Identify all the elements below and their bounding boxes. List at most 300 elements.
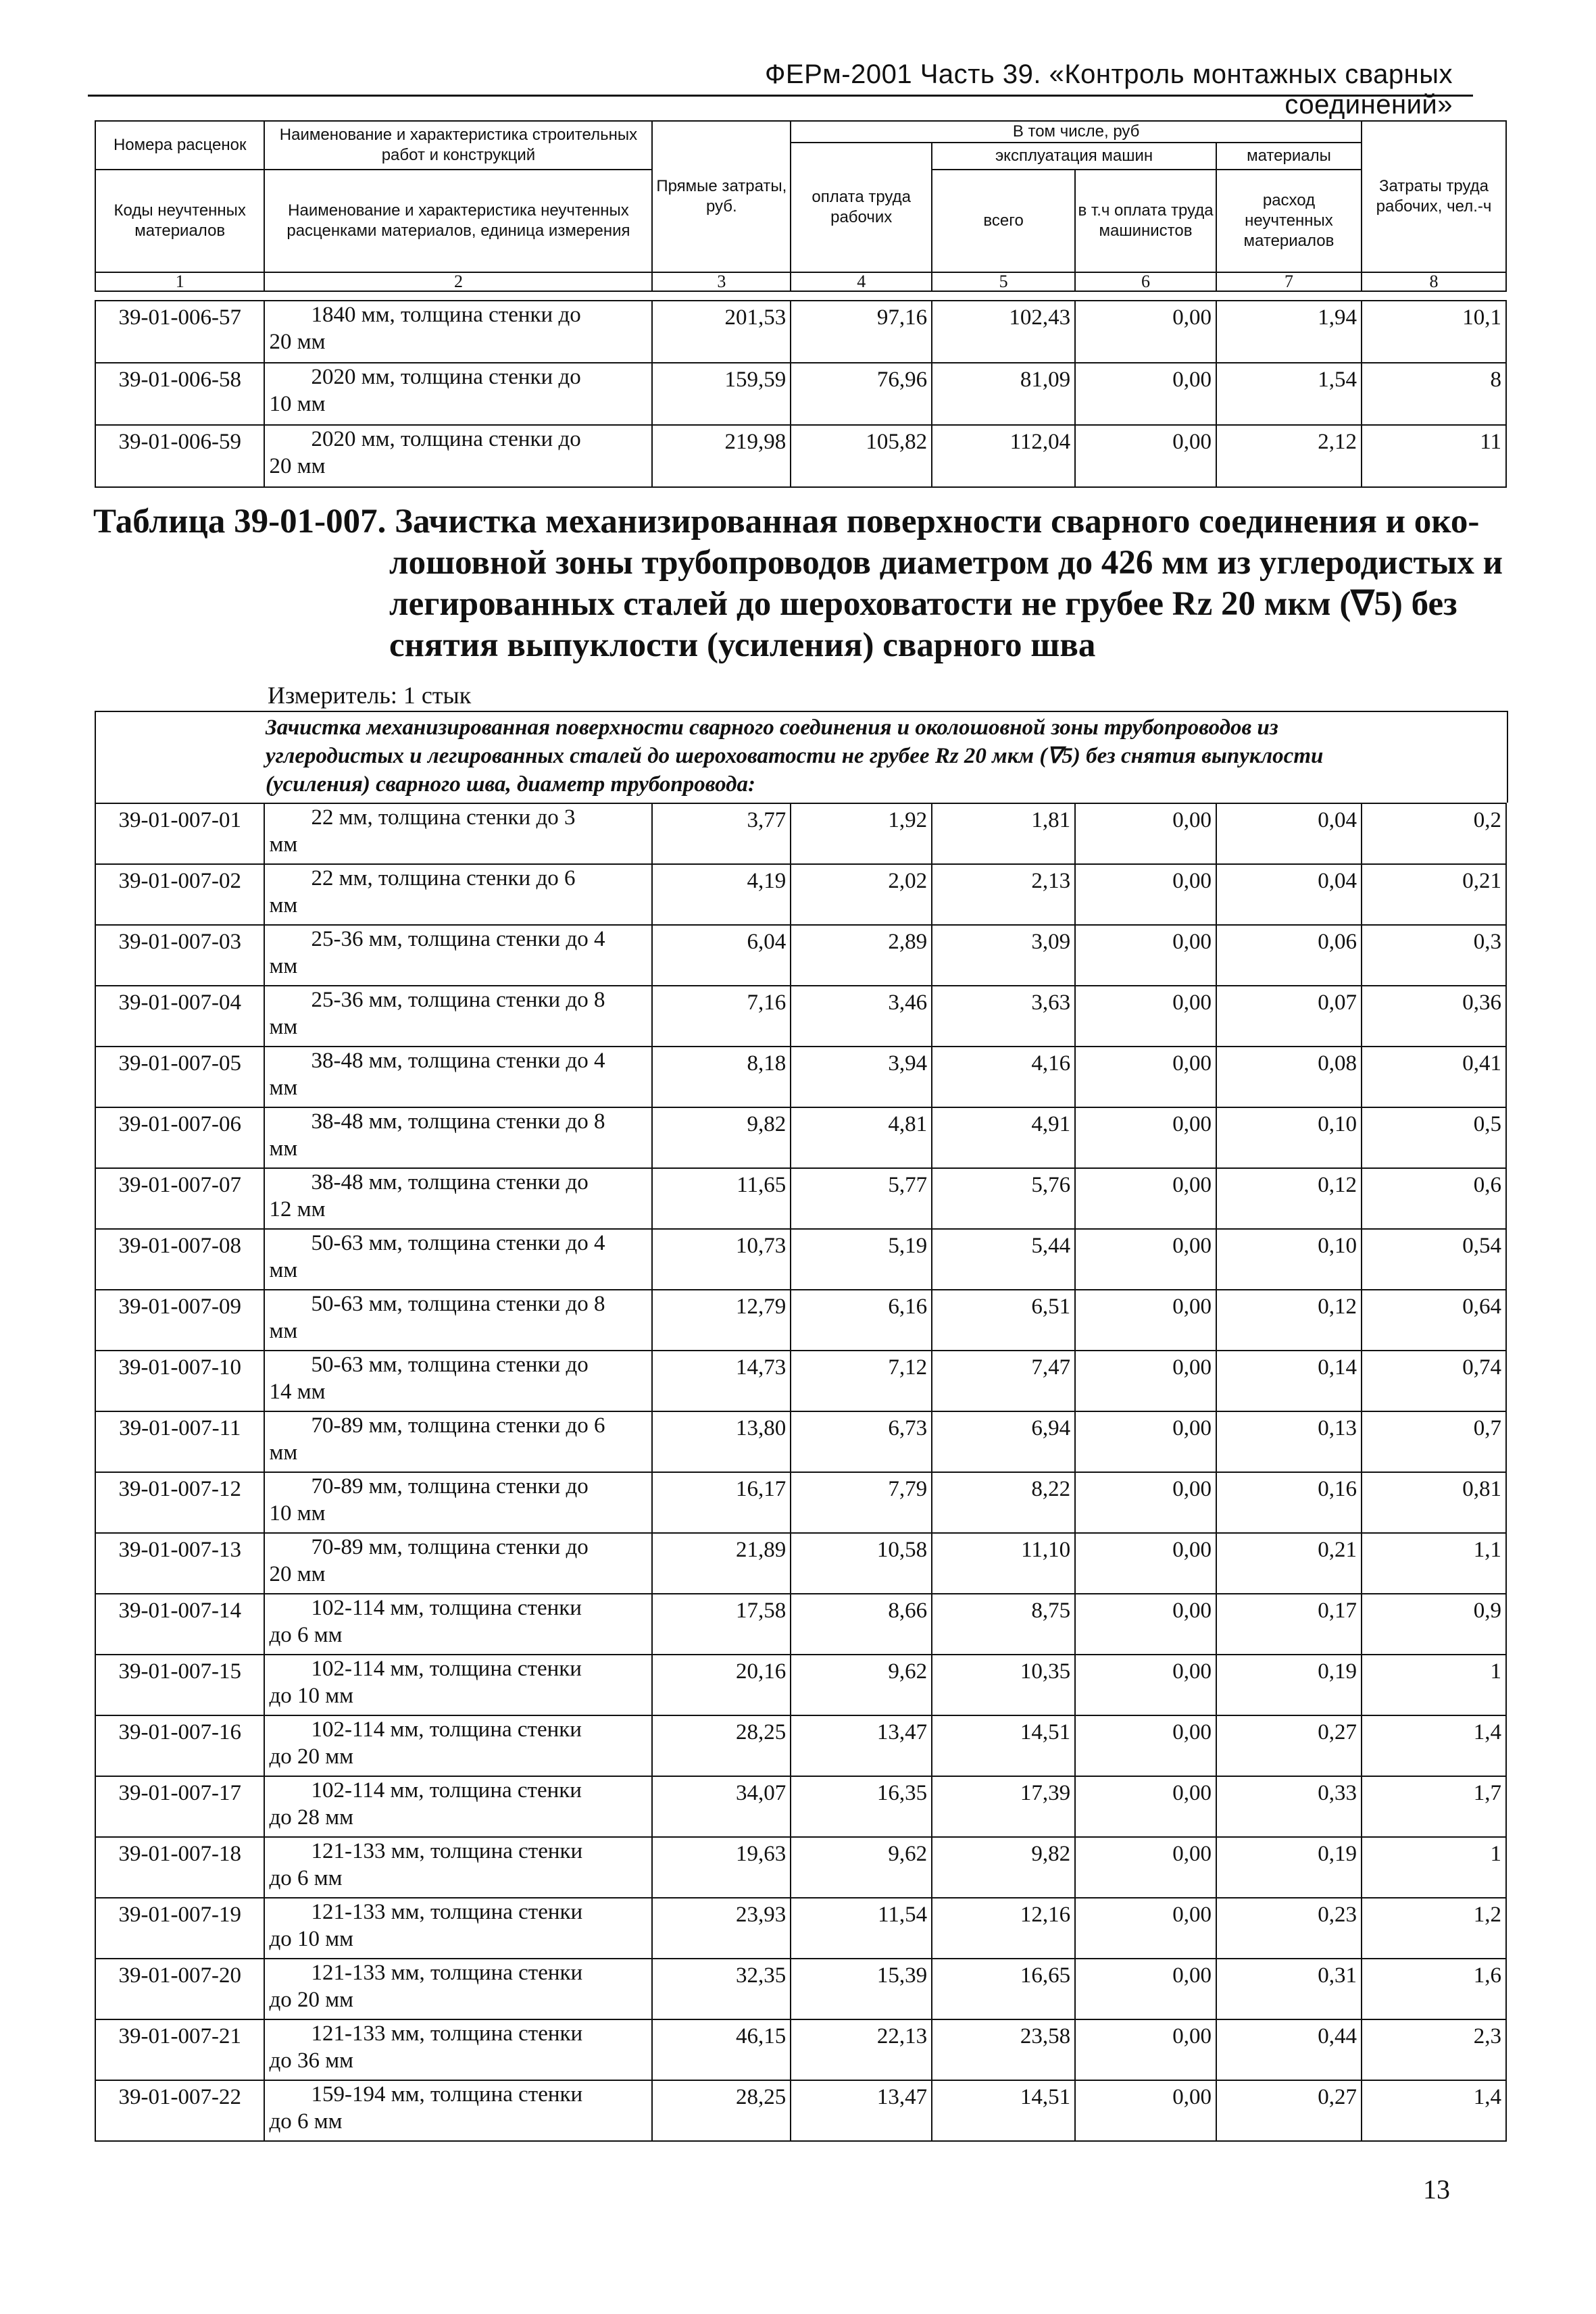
work-name-line: 1840 мм, толщина стенки до	[311, 303, 581, 327]
materials-cell: 0,04	[1216, 803, 1362, 864]
group-description-line: (усиления) сварного шва, диаметр трубопровода:	[266, 772, 756, 797]
work-name-line: 50-63 мм, толщина стенки до 8	[311, 1292, 605, 1316]
header-material-codes: Коды неучтенных материалов	[95, 170, 264, 272]
materials-cell: 1,94	[1216, 301, 1362, 363]
work-name-line: 20 мм	[269, 330, 326, 354]
materials-cell: 0,07	[1216, 986, 1362, 1047]
labor-pay-cell: 6,16	[791, 1290, 932, 1351]
rate-code: 39-01-007-06	[95, 1107, 264, 1168]
header-direct-costs: Прямые затраты, руб.	[652, 121, 791, 272]
labor-pay-cell: 8,66	[791, 1594, 932, 1655]
labor-costs-cell: 1	[1362, 1655, 1506, 1715]
column-number: 1	[95, 272, 264, 291]
rate-code: 39-01-006-59	[95, 425, 264, 487]
materials-cell: 0,10	[1216, 1107, 1362, 1168]
table-row	[95, 1776, 1506, 1837]
labor-costs-cell: 2,3	[1362, 2019, 1506, 2080]
labor-pay-cell: 22,13	[791, 2019, 932, 2080]
table-row	[95, 1837, 1506, 1898]
rate-code: 39-01-007-05	[95, 1047, 264, 1107]
work-name-cell	[264, 1351, 652, 1411]
direct-costs-cell: 11,65	[652, 1168, 791, 1229]
labor-pay-cell: 15,39	[791, 1959, 932, 2019]
work-name-cell	[264, 1107, 652, 1168]
labor-pay-cell: 7,12	[791, 1351, 932, 1411]
table-row	[95, 1715, 1506, 1776]
materials-cell: 0,33	[1216, 1776, 1362, 1837]
machines-total-cell: 9,82	[932, 1837, 1075, 1898]
machines-total-cell: 6,94	[932, 1411, 1075, 1472]
table-row	[95, 986, 1506, 1047]
labor-costs-cell: 1,2	[1362, 1898, 1506, 1959]
machinist-pay-cell: 0,00	[1075, 1107, 1216, 1168]
table-row	[95, 1168, 1506, 1229]
rate-code: 39-01-007-20	[95, 1959, 264, 2019]
labor-costs-cell: 1,4	[1362, 2080, 1506, 2141]
materials-cell: 0,44	[1216, 2019, 1362, 2080]
machinist-pay-cell: 0,00	[1075, 1411, 1216, 1472]
machinist-pay-cell: 0,00	[1075, 1047, 1216, 1107]
table-row	[95, 1898, 1506, 1959]
work-name-cell	[264, 1229, 652, 1290]
table-row	[95, 1655, 1506, 1715]
labor-costs-cell: 1,6	[1362, 1959, 1506, 2019]
labor-costs-cell: 1,4	[1362, 1715, 1506, 1776]
direct-costs-cell: 9,82	[652, 1107, 791, 1168]
machinist-pay-cell: 0,00	[1075, 1959, 1216, 2019]
work-name-line: 102-114 мм, толщина стенки	[311, 1778, 582, 1803]
work-name-line: 50-63 мм, толщина стенки до	[311, 1353, 589, 1377]
labor-pay-cell: 11,54	[791, 1898, 932, 1959]
work-name-line: 102-114 мм, толщина стенки	[311, 1657, 582, 1681]
work-name-cell	[264, 363, 652, 425]
materials-cell: 0,14	[1216, 1351, 1362, 1411]
table-row	[95, 363, 1506, 425]
running-header: ФЕРм-2001 Часть 39. «Контроль монтажных сварных соединений»	[765, 59, 1453, 120]
table-row	[95, 1594, 1506, 1655]
labor-costs-cell: 0,2	[1362, 803, 1506, 864]
work-name-cell	[264, 986, 652, 1047]
table-row	[95, 925, 1506, 986]
table-row	[95, 301, 1506, 363]
machinist-pay-cell: 0,00	[1075, 1290, 1216, 1351]
header-materials-consumption: расход неучтенных материалов	[1216, 170, 1362, 272]
rate-code: 39-01-007-03	[95, 925, 264, 986]
previous-table-rows	[95, 300, 1507, 488]
work-name-line: 121-133 мм, толщина стенки	[311, 2021, 583, 2046]
machinist-pay-cell: 0,00	[1075, 864, 1216, 925]
materials-cell: 1,54	[1216, 363, 1362, 425]
labor-pay-cell: 13,47	[791, 2080, 932, 2141]
machinist-pay-cell: 0,00	[1075, 1351, 1216, 1411]
header-including-rub: В том числе, руб	[791, 121, 1362, 143]
materials-cell: 0,31	[1216, 1959, 1362, 2019]
labor-pay-cell: 9,62	[791, 1655, 932, 1715]
labor-costs-cell: 1	[1362, 1837, 1506, 1898]
header-rule	[88, 95, 1473, 97]
work-name-line: 121-133 мм, толщина стенки	[311, 1961, 583, 1985]
work-name-line: 25-36 мм, толщина стенки до 8	[311, 988, 605, 1012]
materials-cell: 0,04	[1216, 864, 1362, 925]
rate-code: 39-01-006-57	[95, 301, 264, 363]
work-name-line: 22 мм, толщина стенки до 3	[311, 805, 576, 830]
work-name-line: до 6 мм	[269, 2109, 343, 2134]
work-name-cell	[264, 1411, 652, 1472]
labor-pay-cell: 10,58	[791, 1533, 932, 1594]
materials-cell: 0,19	[1216, 1837, 1362, 1898]
rate-code: 39-01-007-08	[95, 1229, 264, 1290]
table-row	[95, 1229, 1506, 1290]
materials-cell: 0,27	[1216, 1715, 1362, 1776]
header-total: всего	[932, 170, 1075, 272]
labor-costs-cell: 0,7	[1362, 1411, 1506, 1472]
direct-costs-cell: 13,80	[652, 1411, 791, 1472]
machines-total-cell: 102,43	[932, 301, 1075, 363]
machines-total-cell: 14,51	[932, 2080, 1075, 2141]
machines-total-cell: 81,09	[932, 363, 1075, 425]
machinist-pay-cell: 0,00	[1075, 925, 1216, 986]
rate-code: 39-01-007-16	[95, 1715, 264, 1776]
machines-total-cell: 2,13	[932, 864, 1075, 925]
materials-cell: 0,10	[1216, 1229, 1362, 1290]
labor-pay-cell: 5,77	[791, 1168, 932, 1229]
materials-cell: 0,13	[1216, 1411, 1362, 1472]
work-name-line: 10 мм	[269, 1501, 326, 1526]
work-name-line: до 28 мм	[269, 1805, 354, 1830]
labor-pay-cell: 3,94	[791, 1047, 932, 1107]
table-row	[95, 803, 1506, 864]
labor-costs-cell: 1,1	[1362, 1533, 1506, 1594]
direct-costs-cell: 21,89	[652, 1533, 791, 1594]
labor-costs-cell: 0,64	[1362, 1290, 1506, 1351]
work-name-line: 20 мм	[269, 454, 326, 478]
table-title-line: Таблица 39-01-007. Зачистка механизированная поверхности сварного соединения и око-	[93, 503, 1480, 540]
column-number: 2	[264, 272, 652, 291]
machines-total-cell: 7,47	[932, 1351, 1075, 1411]
materials-cell: 0,12	[1216, 1290, 1362, 1351]
rate-code: 39-01-007-04	[95, 986, 264, 1047]
work-name-cell	[264, 864, 652, 925]
direct-costs-cell: 28,25	[652, 1715, 791, 1776]
labor-costs-cell: 0,9	[1362, 1594, 1506, 1655]
table-title	[93, 501, 1512, 666]
machines-total-cell: 17,39	[932, 1776, 1075, 1837]
labor-costs-cell: 10,1	[1362, 301, 1506, 363]
group-description	[266, 713, 1502, 799]
work-name-line: 22 мм, толщина стенки до 6	[311, 866, 576, 890]
work-name-line: мм	[269, 832, 298, 857]
work-name-line: мм	[269, 1440, 298, 1465]
work-name-cell	[264, 1047, 652, 1107]
materials-cell: 0,16	[1216, 1472, 1362, 1533]
machinist-pay-cell: 0,00	[1075, 1533, 1216, 1594]
materials-cell: 2,12	[1216, 425, 1362, 487]
labor-costs-cell: 0,41	[1362, 1047, 1506, 1107]
rate-code: 39-01-007-10	[95, 1351, 264, 1411]
materials-cell: 0,23	[1216, 1898, 1362, 1959]
work-name-line: до 36 мм	[269, 2048, 354, 2073]
machinist-pay-cell: 0,00	[1075, 1594, 1216, 1655]
rate-code: 39-01-007-02	[95, 864, 264, 925]
labor-pay-cell: 7,79	[791, 1472, 932, 1533]
labor-costs-cell: 0,5	[1362, 1107, 1506, 1168]
work-name-line: 70-89 мм, толщина стенки до 6	[311, 1413, 605, 1438]
table-title-line: лошовной зоны трубопроводов диаметром до 426 мм из углеродистых и	[389, 544, 1503, 582]
work-name-cell	[264, 1594, 652, 1655]
labor-pay-cell: 9,62	[791, 1837, 932, 1898]
work-name-line: до 20 мм	[269, 1988, 354, 2012]
table-row	[95, 1107, 1506, 1168]
machinist-pay-cell: 0,00	[1075, 2080, 1216, 2141]
labor-costs-cell: 0,74	[1362, 1351, 1506, 1411]
rates-table	[95, 803, 1507, 2142]
direct-costs-cell: 28,25	[652, 2080, 791, 2141]
machinist-pay-cell: 0,00	[1075, 425, 1216, 487]
direct-costs-cell: 3,77	[652, 803, 791, 864]
work-name-line: 20 мм	[269, 1562, 326, 1586]
direct-costs-cell: 34,07	[652, 1776, 791, 1837]
machinist-pay-cell: 0,00	[1075, 1898, 1216, 1959]
table-row	[95, 1959, 1506, 2019]
table-row	[95, 1472, 1506, 1533]
machinist-pay-cell: 0,00	[1075, 1776, 1216, 1837]
work-name-line: 2020 мм, толщина стенки до	[311, 427, 581, 451]
column-number: 5	[932, 272, 1075, 291]
work-name-cell	[264, 1472, 652, 1533]
work-name-line: 159-194 мм, толщина стенки	[311, 2082, 583, 2107]
labor-pay-cell: 2,89	[791, 925, 932, 986]
work-name-line: 102-114 мм, толщина стенки	[311, 1596, 582, 1620]
rate-code: 39-01-007-12	[95, 1472, 264, 1533]
work-name-cell	[264, 1290, 652, 1351]
column-header-table	[95, 120, 1507, 292]
machines-total-cell: 14,51	[932, 1715, 1075, 1776]
materials-cell: 0,19	[1216, 1655, 1362, 1715]
header-materials: материалы	[1216, 143, 1362, 170]
work-name-line: 70-89 мм, толщина стенки до	[311, 1474, 589, 1499]
labor-costs-cell: 0,21	[1362, 864, 1506, 925]
work-name-line: мм	[269, 893, 298, 917]
direct-costs-cell: 7,16	[652, 986, 791, 1047]
machinist-pay-cell: 0,00	[1075, 301, 1216, 363]
column-number: 7	[1216, 272, 1362, 291]
machines-total-cell: 3,63	[932, 986, 1075, 1047]
work-name-line: 12 мм	[269, 1197, 326, 1222]
labor-pay-cell: 97,16	[791, 301, 932, 363]
labor-pay-cell: 76,96	[791, 363, 932, 425]
machinist-pay-cell: 0,00	[1075, 2019, 1216, 2080]
labor-pay-cell: 5,19	[791, 1229, 932, 1290]
work-name-cell	[264, 1168, 652, 1229]
work-name-cell	[264, 1898, 652, 1959]
machines-total-cell: 12,16	[932, 1898, 1075, 1959]
direct-costs-cell: 16,17	[652, 1472, 791, 1533]
machines-total-cell: 112,04	[932, 425, 1075, 487]
work-name-line: мм	[269, 1319, 298, 1343]
rate-code: 39-01-007-18	[95, 1837, 264, 1898]
machinist-pay-cell: 0,00	[1075, 1472, 1216, 1533]
labor-costs-cell: 0,36	[1362, 986, 1506, 1047]
work-name-line: мм	[269, 1258, 298, 1282]
work-name-cell	[264, 425, 652, 487]
labor-pay-cell: 6,73	[791, 1411, 932, 1472]
work-name-cell	[264, 1837, 652, 1898]
labor-costs-cell: 0,6	[1362, 1168, 1506, 1229]
table-row	[95, 2080, 1506, 2141]
header-labor-costs: Затраты труда рабочих, чел.-ч	[1362, 121, 1506, 272]
work-name-cell	[264, 1776, 652, 1837]
machines-total-cell: 5,44	[932, 1229, 1075, 1290]
labor-pay-cell: 13,47	[791, 1715, 932, 1776]
table-row	[95, 425, 1506, 487]
direct-costs-cell: 17,58	[652, 1594, 791, 1655]
column-number: 3	[652, 272, 791, 291]
labor-costs-cell: 0,54	[1362, 1229, 1506, 1290]
work-name-line: мм	[269, 1076, 298, 1100]
machines-total-cell: 4,91	[932, 1107, 1075, 1168]
labor-costs-cell: 0,3	[1362, 925, 1506, 986]
table-row	[95, 1047, 1506, 1107]
direct-costs-cell: 14,73	[652, 1351, 791, 1411]
work-name-line: 14 мм	[269, 1380, 326, 1404]
rate-code: 39-01-007-13	[95, 1533, 264, 1594]
work-name-line: 50-63 мм, толщина стенки до 4	[311, 1231, 605, 1255]
work-name-cell	[264, 803, 652, 864]
direct-costs-cell: 32,35	[652, 1959, 791, 2019]
work-name-line: 38-48 мм, толщина стенки до 8	[311, 1109, 605, 1134]
direct-costs-cell: 23,93	[652, 1898, 791, 1959]
machines-total-cell: 8,75	[932, 1594, 1075, 1655]
work-name-cell	[264, 2019, 652, 2080]
machines-total-cell: 16,65	[932, 1959, 1075, 2019]
work-name-cell	[264, 925, 652, 986]
machinist-pay-cell: 0,00	[1075, 363, 1216, 425]
machinist-pay-cell: 0,00	[1075, 803, 1216, 864]
machinist-pay-cell: 0,00	[1075, 1229, 1216, 1290]
machines-total-cell: 10,35	[932, 1655, 1075, 1715]
header-rates-numbers: Номера расценок	[95, 121, 264, 170]
work-name-line: мм	[269, 1136, 298, 1161]
labor-costs-cell: 8	[1362, 363, 1506, 425]
measure-unit: Измеритель: 1 стык	[268, 682, 472, 709]
labor-pay-cell: 1,92	[791, 803, 932, 864]
work-name-cell	[264, 301, 652, 363]
table-title-line: снятия выпуклости (усиления) сварного шва	[389, 626, 1096, 664]
labor-costs-cell: 0,81	[1362, 1472, 1506, 1533]
machines-total-cell: 8,22	[932, 1472, 1075, 1533]
rate-code: 39-01-006-58	[95, 363, 264, 425]
work-name-line: 38-48 мм, толщина стенки до 4	[311, 1049, 605, 1073]
rate-code: 39-01-007-21	[95, 2019, 264, 2080]
work-name-cell	[264, 1715, 652, 1776]
labor-pay-cell: 2,02	[791, 864, 932, 925]
table-row	[95, 1351, 1506, 1411]
direct-costs-cell: 219,98	[652, 425, 791, 487]
labor-pay-cell: 16,35	[791, 1776, 932, 1837]
materials-cell: 0,08	[1216, 1047, 1362, 1107]
labor-costs-cell: 11	[1362, 425, 1506, 487]
work-name-line: мм	[269, 1015, 298, 1039]
work-name-cell	[264, 2080, 652, 2141]
rate-code: 39-01-007-17	[95, 1776, 264, 1837]
materials-cell: 0,12	[1216, 1168, 1362, 1229]
direct-costs-cell: 19,63	[652, 1837, 791, 1898]
work-name-line: 121-133 мм, толщина стенки	[311, 1900, 583, 1924]
table-title-line: легированных сталей до шероховатости не грубее Rz 20 мкм (∇5) без	[389, 585, 1457, 623]
machines-total-cell: 23,58	[932, 2019, 1075, 2080]
work-name-cell	[264, 1655, 652, 1715]
work-name-line: до 6 мм	[269, 1866, 343, 1890]
labor-pay-cell: 4,81	[791, 1107, 932, 1168]
direct-costs-cell: 4,19	[652, 864, 791, 925]
work-name-line: 25-36 мм, толщина стенки до 4	[311, 927, 605, 951]
machines-total-cell: 11,10	[932, 1533, 1075, 1594]
machinist-pay-cell: 0,00	[1075, 1168, 1216, 1229]
table-row	[95, 2019, 1506, 2080]
rate-code: 39-01-007-22	[95, 2080, 264, 2141]
table-row	[95, 864, 1506, 925]
header-labor-pay: оплата труда рабочих	[791, 143, 932, 272]
table-row	[95, 1411, 1506, 1472]
machines-total-cell: 5,76	[932, 1168, 1075, 1229]
direct-costs-cell: 46,15	[652, 2019, 791, 2080]
materials-cell: 0,17	[1216, 1594, 1362, 1655]
machines-total-cell: 1,81	[932, 803, 1075, 864]
work-name-cell	[264, 1533, 652, 1594]
work-name-line: до 10 мм	[269, 1684, 354, 1708]
work-name-line: мм	[269, 954, 298, 978]
machines-total-cell: 3,09	[932, 925, 1075, 986]
column-number: 8	[1362, 272, 1506, 291]
direct-costs-cell: 10,73	[652, 1229, 791, 1290]
rate-code: 39-01-007-11	[95, 1411, 264, 1472]
machinist-pay-cell: 0,00	[1075, 1715, 1216, 1776]
rate-code: 39-01-007-07	[95, 1168, 264, 1229]
rate-code: 39-01-007-09	[95, 1290, 264, 1351]
table-row	[95, 1290, 1506, 1351]
machinist-pay-cell: 0,00	[1075, 986, 1216, 1047]
rate-code: 39-01-007-01	[95, 803, 264, 864]
machinist-pay-cell: 0,00	[1075, 1655, 1216, 1715]
header-work-name: Наименование и характеристика строительных работ и конструкций	[264, 121, 652, 170]
work-name-line: до 10 мм	[269, 1927, 354, 1951]
rate-code: 39-01-007-15	[95, 1655, 264, 1715]
direct-costs-cell: 201,53	[652, 301, 791, 363]
rate-code: 39-01-007-19	[95, 1898, 264, 1959]
rate-code: 39-01-007-14	[95, 1594, 264, 1655]
labor-costs-cell: 1,7	[1362, 1776, 1506, 1837]
header-machine-operation: эксплуатация машин	[932, 143, 1216, 170]
machines-total-cell: 4,16	[932, 1047, 1075, 1107]
materials-cell: 0,06	[1216, 925, 1362, 986]
direct-costs-cell: 12,79	[652, 1290, 791, 1351]
labor-pay-cell: 3,46	[791, 986, 932, 1047]
labor-pay-cell: 105,82	[791, 425, 932, 487]
column-number: 6	[1075, 272, 1216, 291]
header-machinist-pay: в т.ч оплата труда машинистов	[1075, 170, 1216, 272]
group-description-line: углеродистых и легированных сталей до шероховатости не грубее Rz 20 мкм (∇5) без снятия выпуклости	[266, 744, 1324, 768]
column-number: 4	[791, 272, 932, 291]
work-name-line: 38-48 мм, толщина стенки до	[311, 1170, 589, 1194]
work-name-line: 121-133 мм, толщина стенки	[311, 1839, 583, 1863]
direct-costs-cell: 6,04	[652, 925, 791, 986]
direct-costs-cell: 20,16	[652, 1655, 791, 1715]
work-name-line: 2020 мм, толщина стенки до	[311, 365, 581, 389]
materials-cell: 0,27	[1216, 2080, 1362, 2141]
direct-costs-cell: 8,18	[652, 1047, 791, 1107]
work-name-line: до 20 мм	[269, 1744, 354, 1769]
work-name-line: 10 мм	[269, 392, 326, 416]
